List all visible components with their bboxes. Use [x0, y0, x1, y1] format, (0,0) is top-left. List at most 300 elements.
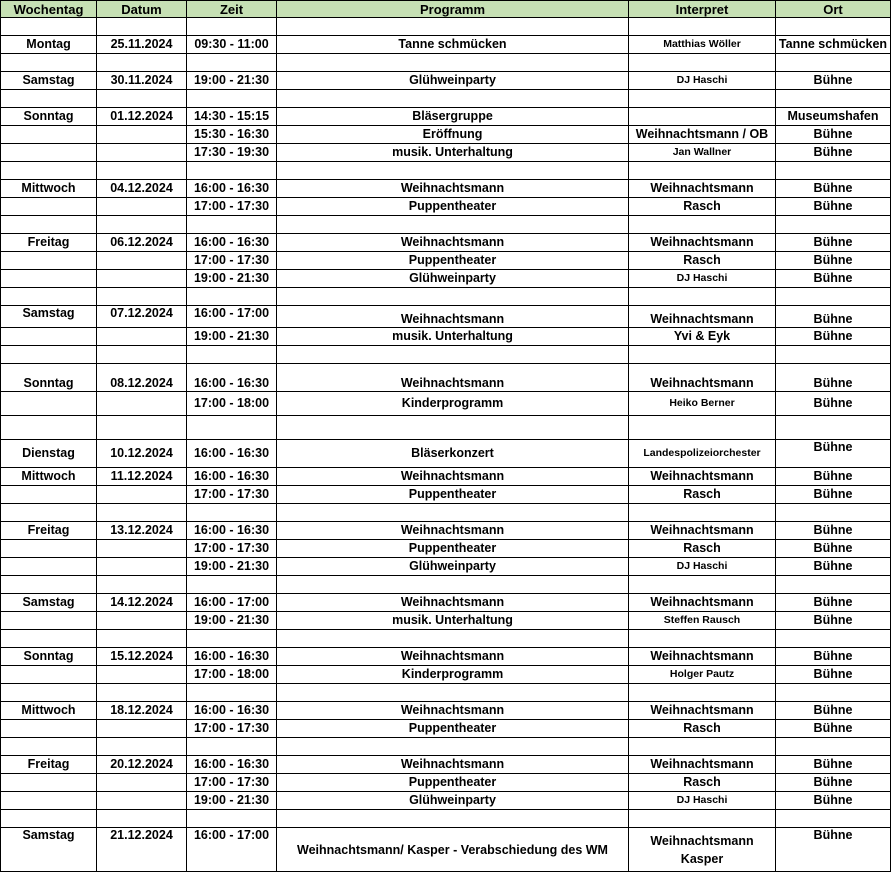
- ort-cell: Bühne: [776, 648, 891, 666]
- wochentag-cell: [1, 504, 97, 522]
- wochentag-cell: [1, 558, 97, 576]
- interpret-cell: [629, 216, 776, 234]
- zeit-cell: 17:30 - 19:30: [187, 144, 277, 162]
- table-row: [1, 468, 891, 486]
- interpret-cell: [629, 504, 776, 522]
- programm-cell: [277, 18, 629, 36]
- interpret-cell: Weihnachtsmann / OB: [629, 126, 776, 144]
- interpret-cell: Yvi & Eyk: [629, 328, 776, 346]
- ort-cell: Bühne: [776, 392, 891, 416]
- interpret-cell: Weihnachtsmann Kasper: [629, 828, 776, 872]
- datum-cell: [97, 792, 187, 810]
- ort-cell: Bühne: [776, 594, 891, 612]
- zeit-cell: 19:00 - 21:30: [187, 792, 277, 810]
- datum-cell: 20.12.2024: [97, 756, 187, 774]
- ort-cell: Bühne: [776, 486, 891, 504]
- programm-cell: Kinderprogramm: [277, 666, 629, 684]
- interpret-cell: DJ Haschi: [629, 270, 776, 288]
- wochentag-cell: [1, 126, 97, 144]
- table-row: [1, 630, 891, 648]
- interpret-cell: DJ Haschi: [629, 558, 776, 576]
- table-row: [1, 234, 891, 252]
- interpret-cell: [629, 738, 776, 756]
- table-row: [1, 108, 891, 126]
- datum-cell: 11.12.2024: [97, 468, 187, 486]
- programm-cell: musik. Unterhaltung: [277, 144, 629, 162]
- programm-cell: Puppentheater: [277, 540, 629, 558]
- ort-cell: Museumshafen: [776, 108, 891, 126]
- zeit-cell: 17:00 - 17:30: [187, 198, 277, 216]
- datum-cell: [97, 328, 187, 346]
- datum-cell: [97, 392, 187, 416]
- zeit-cell: 16:00 - 17:00: [187, 594, 277, 612]
- wochentag-cell: Samstag: [1, 306, 97, 328]
- ort-cell: Bühne: [776, 72, 891, 90]
- interpret-cell: [629, 162, 776, 180]
- zeit-cell: 16:00 - 16:30: [187, 468, 277, 486]
- programm-cell: Puppentheater: [277, 486, 629, 504]
- ort-cell: Bühne: [776, 702, 891, 720]
- table-row: [1, 828, 891, 872]
- wochentag-cell: [1, 540, 97, 558]
- datum-cell: 10.12.2024: [97, 440, 187, 468]
- ort-cell: Bühne: [776, 522, 891, 540]
- interpret-cell: Weihnachtsmann: [629, 756, 776, 774]
- interpret-cell: [629, 90, 776, 108]
- datum-cell: [97, 346, 187, 364]
- table-row: [1, 504, 891, 522]
- table-row: [1, 288, 891, 306]
- wochentag-cell: [1, 630, 97, 648]
- interpret-cell: Rasch: [629, 252, 776, 270]
- table-row: [1, 612, 891, 630]
- table-row: [1, 90, 891, 108]
- interpret-cell: Landespolizeiorchester: [629, 440, 776, 468]
- table-row: [1, 440, 891, 468]
- ort-cell: Bühne: [776, 234, 891, 252]
- datum-cell: [97, 252, 187, 270]
- datum-cell: [97, 630, 187, 648]
- zeit-cell: [187, 346, 277, 364]
- zeit-cell: 17:00 - 17:30: [187, 540, 277, 558]
- table-row: [1, 756, 891, 774]
- wochentag-cell: [1, 346, 97, 364]
- ort-cell: [776, 216, 891, 234]
- interpret-cell: Rasch: [629, 486, 776, 504]
- datum-cell: 01.12.2024: [97, 108, 187, 126]
- table-row: [1, 738, 891, 756]
- programm-cell: [277, 576, 629, 594]
- wochentag-cell: [1, 810, 97, 828]
- interpret-cell: [629, 630, 776, 648]
- programm-cell: Weihnachtsmann: [277, 756, 629, 774]
- zeit-cell: 17:00 - 17:30: [187, 486, 277, 504]
- programm-cell: Puppentheater: [277, 720, 629, 738]
- datum-cell: [97, 18, 187, 36]
- interpret-cell: Holger Pautz: [629, 666, 776, 684]
- zeit-cell: [187, 54, 277, 72]
- ort-cell: Bühne: [776, 720, 891, 738]
- table-row: [1, 522, 891, 540]
- datum-cell: [97, 288, 187, 306]
- datum-cell: [97, 558, 187, 576]
- ort-cell: Bühne: [776, 144, 891, 162]
- zeit-cell: 16:00 - 16:30: [187, 648, 277, 666]
- datum-cell: [97, 270, 187, 288]
- interpret-cell: Rasch: [629, 774, 776, 792]
- programm-cell: Weihnachtsmann: [277, 468, 629, 486]
- datum-cell: [97, 54, 187, 72]
- wochentag-cell: [1, 576, 97, 594]
- table-row: [1, 54, 891, 72]
- table-row: [1, 558, 891, 576]
- datum-cell: [97, 774, 187, 792]
- interpret-cell: Weihnachtsmann: [629, 180, 776, 198]
- programm-cell: Weihnachtsmann: [277, 364, 629, 392]
- programm-cell: Puppentheater: [277, 774, 629, 792]
- wochentag-cell: [1, 54, 97, 72]
- table-row: [1, 810, 891, 828]
- interpret-cell: DJ Haschi: [629, 72, 776, 90]
- ort-cell: [776, 18, 891, 36]
- interpret-cell: Rasch: [629, 540, 776, 558]
- zeit-cell: 16:00 - 17:00: [187, 306, 277, 328]
- programm-cell: Tanne schmücken: [277, 36, 629, 54]
- zeit-cell: 16:00 - 17:00: [187, 828, 277, 872]
- ort-cell: [776, 630, 891, 648]
- ort-cell: Bühne: [776, 774, 891, 792]
- interpret-cell: Weihnachtsmann: [629, 522, 776, 540]
- zeit-cell: 16:00 - 16:30: [187, 522, 277, 540]
- programm-cell: Weihnachtsmann: [277, 522, 629, 540]
- datum-cell: [97, 720, 187, 738]
- wochentag-cell: Samstag: [1, 828, 97, 872]
- ort-cell: [776, 738, 891, 756]
- datum-cell: [97, 612, 187, 630]
- ort-cell: Bühne: [776, 328, 891, 346]
- interpret-cell: [629, 346, 776, 364]
- zeit-cell: 17:00 - 18:00: [187, 666, 277, 684]
- table-row: [1, 180, 891, 198]
- programm-cell: Weihnachtsmann: [277, 180, 629, 198]
- ort-cell: [776, 90, 891, 108]
- ort-cell: Bühne: [776, 126, 891, 144]
- wochentag-cell: Mittwoch: [1, 468, 97, 486]
- zeit-cell: [187, 738, 277, 756]
- ort-cell: [776, 810, 891, 828]
- interpret-cell: Matthias Wöller: [629, 36, 776, 54]
- interpret-cell: Heiko Berner: [629, 392, 776, 416]
- wochentag-cell: Freitag: [1, 756, 97, 774]
- wochentag-cell: Dienstag: [1, 440, 97, 468]
- datum-cell: 07.12.2024: [97, 306, 187, 328]
- header-row: [1, 1, 891, 18]
- table-row: [1, 328, 891, 346]
- zeit-cell: 14:30 - 15:15: [187, 108, 277, 126]
- zeit-cell: [187, 630, 277, 648]
- datum-cell: 04.12.2024: [97, 180, 187, 198]
- table-row: [1, 540, 891, 558]
- programm-cell: Weihnachtsmann: [277, 594, 629, 612]
- datum-cell: [97, 90, 187, 108]
- interpret-cell: [629, 18, 776, 36]
- wochentag-cell: [1, 18, 97, 36]
- zeit-cell: [187, 504, 277, 522]
- zeit-cell: 19:00 - 21:30: [187, 558, 277, 576]
- ort-cell: Tanne schmücken: [776, 36, 891, 54]
- table-row: [1, 416, 891, 440]
- table-row: [1, 720, 891, 738]
- wochentag-cell: [1, 162, 97, 180]
- datum-cell: [97, 576, 187, 594]
- header-interpret: Interpret: [629, 1, 776, 18]
- programm-cell: Weihnachtsmann: [277, 702, 629, 720]
- programm-cell: Glühweinparty: [277, 72, 629, 90]
- programm-cell: [277, 346, 629, 364]
- table-row: [1, 702, 891, 720]
- ort-cell: [776, 162, 891, 180]
- table-row: [1, 18, 891, 36]
- datum-cell: [97, 486, 187, 504]
- wochentag-cell: [1, 252, 97, 270]
- interpret-cell: Weihnachtsmann: [629, 648, 776, 666]
- datum-cell: 15.12.2024: [97, 648, 187, 666]
- datum-cell: 18.12.2024: [97, 702, 187, 720]
- datum-cell: [97, 684, 187, 702]
- programm-cell: Glühweinparty: [277, 270, 629, 288]
- datum-cell: 21.12.2024: [97, 828, 187, 872]
- interpret-cell: Weihnachtsmann: [629, 234, 776, 252]
- interpret-cell: Steffen Rausch: [629, 612, 776, 630]
- interpret-cell: [629, 810, 776, 828]
- interpret-cell: Rasch: [629, 720, 776, 738]
- datum-cell: 06.12.2024: [97, 234, 187, 252]
- table-row: [1, 306, 891, 328]
- ort-cell: Bühne: [776, 666, 891, 684]
- ort-cell: Bühne: [776, 756, 891, 774]
- zeit-cell: 16:00 - 16:30: [187, 180, 277, 198]
- ort-cell: [776, 346, 891, 364]
- table-row: [1, 594, 891, 612]
- ort-cell: Bühne: [776, 468, 891, 486]
- zeit-cell: 17:00 - 17:30: [187, 252, 277, 270]
- wochentag-cell: [1, 666, 97, 684]
- table-row: [1, 486, 891, 504]
- programm-cell: Puppentheater: [277, 198, 629, 216]
- interpret-cell: Weihnachtsmann: [629, 468, 776, 486]
- table-row: [1, 270, 891, 288]
- datum-cell: [97, 504, 187, 522]
- interpret-cell: Weihnachtsmann: [629, 364, 776, 392]
- wochentag-cell: Sonntag: [1, 108, 97, 126]
- zeit-cell: [187, 288, 277, 306]
- wochentag-cell: [1, 774, 97, 792]
- ort-cell: Bühne: [776, 792, 891, 810]
- wochentag-cell: [1, 288, 97, 306]
- programm-cell: [277, 504, 629, 522]
- datum-cell: [97, 540, 187, 558]
- wochentag-cell: [1, 216, 97, 234]
- table-row: [1, 162, 891, 180]
- programm-cell: Weihnachtsmann: [277, 648, 629, 666]
- zeit-cell: [187, 810, 277, 828]
- programm-cell: Weihnachtsmann/ Kasper - Verabschiedung des WM: [277, 828, 629, 872]
- programm-cell: musik. Unterhaltung: [277, 328, 629, 346]
- zeit-cell: 17:00 - 17:30: [187, 720, 277, 738]
- wochentag-cell: [1, 198, 97, 216]
- schedule-body: [1, 18, 891, 872]
- header-datum: Datum: [97, 1, 187, 18]
- table-row: [1, 792, 891, 810]
- datum-cell: [97, 144, 187, 162]
- ort-cell: Bühne: [776, 270, 891, 288]
- zeit-cell: 19:00 - 21:30: [187, 612, 277, 630]
- interpret-cell: Weihnachtsmann: [629, 306, 776, 328]
- zeit-cell: [187, 18, 277, 36]
- programm-cell: Bläsergruppe: [277, 108, 629, 126]
- wochentag-cell: [1, 720, 97, 738]
- zeit-cell: 15:30 - 16:30: [187, 126, 277, 144]
- zeit-cell: [187, 216, 277, 234]
- table-row: [1, 684, 891, 702]
- ort-cell: [776, 416, 891, 440]
- datum-cell: 08.12.2024: [97, 364, 187, 392]
- wochentag-cell: [1, 738, 97, 756]
- wochentag-cell: [1, 328, 97, 346]
- table-row: [1, 666, 891, 684]
- table-row: [1, 126, 891, 144]
- interpret-cell: [629, 416, 776, 440]
- programm-cell: Weihnachtsmann: [277, 306, 629, 328]
- wochentag-cell: [1, 684, 97, 702]
- table-row: [1, 198, 891, 216]
- ort-cell: Bühne: [776, 306, 891, 328]
- datum-cell: 25.11.2024: [97, 36, 187, 54]
- programm-cell: [277, 738, 629, 756]
- table-row: [1, 72, 891, 90]
- table-row: [1, 392, 891, 416]
- zeit-cell: 19:00 - 21:30: [187, 270, 277, 288]
- programm-cell: Weihnachtsmann: [277, 234, 629, 252]
- zeit-cell: 16:00 - 16:30: [187, 234, 277, 252]
- header-wochentag: Wochentag: [1, 1, 97, 18]
- interpret-cell: [629, 684, 776, 702]
- wochentag-cell: [1, 144, 97, 162]
- zeit-cell: 16:00 - 16:30: [187, 440, 277, 468]
- datum-cell: 14.12.2024: [97, 594, 187, 612]
- programm-cell: [277, 162, 629, 180]
- wochentag-cell: Sonntag: [1, 364, 97, 392]
- zeit-cell: [187, 684, 277, 702]
- zeit-cell: [187, 90, 277, 108]
- ort-cell: [776, 288, 891, 306]
- programm-cell: Puppentheater: [277, 252, 629, 270]
- interpret-cell: [629, 54, 776, 72]
- zeit-cell: 09:30 - 11:00: [187, 36, 277, 54]
- programm-cell: [277, 684, 629, 702]
- ort-cell: [776, 54, 891, 72]
- wochentag-cell: [1, 392, 97, 416]
- zeit-cell: 16:00 - 16:30: [187, 364, 277, 392]
- table-row: [1, 144, 891, 162]
- header-zeit: Zeit: [187, 1, 277, 18]
- table-row: [1, 346, 891, 364]
- ort-cell: Bühne: [776, 828, 891, 872]
- wochentag-cell: [1, 612, 97, 630]
- header-ort: Ort: [776, 1, 891, 18]
- ort-cell: Bühne: [776, 252, 891, 270]
- wochentag-cell: Samstag: [1, 594, 97, 612]
- wochentag-cell: [1, 270, 97, 288]
- wochentag-cell: Samstag: [1, 72, 97, 90]
- header-programm: Programm: [277, 1, 629, 18]
- datum-cell: 30.11.2024: [97, 72, 187, 90]
- wochentag-cell: Freitag: [1, 522, 97, 540]
- datum-cell: [97, 162, 187, 180]
- ort-cell: [776, 504, 891, 522]
- wochentag-cell: Sonntag: [1, 648, 97, 666]
- table-row: [1, 252, 891, 270]
- interpret-cell: Jan Wallner: [629, 144, 776, 162]
- interpret-cell: [629, 108, 776, 126]
- datum-cell: [97, 416, 187, 440]
- ort-cell: Bühne: [776, 364, 891, 392]
- wochentag-cell: [1, 486, 97, 504]
- ort-cell: Bühne: [776, 198, 891, 216]
- table-row: [1, 36, 891, 54]
- table-row: [1, 364, 891, 392]
- programm-cell: [277, 216, 629, 234]
- zeit-cell: 17:00 - 18:00: [187, 392, 277, 416]
- wochentag-cell: Freitag: [1, 234, 97, 252]
- table-row: [1, 576, 891, 594]
- programm-cell: [277, 90, 629, 108]
- interpret-cell: [629, 288, 776, 306]
- ort-cell: Bühne: [776, 612, 891, 630]
- zeit-cell: 16:00 - 16:30: [187, 756, 277, 774]
- programm-cell: [277, 810, 629, 828]
- interpret-cell: [629, 576, 776, 594]
- programm-cell: Glühweinparty: [277, 792, 629, 810]
- programm-cell: [277, 416, 629, 440]
- zeit-cell: [187, 416, 277, 440]
- ort-cell: Bühne: [776, 440, 891, 468]
- wochentag-cell: Montag: [1, 36, 97, 54]
- programm-cell: Eröffnung: [277, 126, 629, 144]
- programm-cell: Bläserkonzert: [277, 440, 629, 468]
- programm-cell: [277, 630, 629, 648]
- programm-cell: Kinderprogramm: [277, 392, 629, 416]
- programm-cell: musik. Unterhaltung: [277, 612, 629, 630]
- wochentag-cell: Mittwoch: [1, 180, 97, 198]
- interpret-cell: Weihnachtsmann: [629, 594, 776, 612]
- interpret-cell: Rasch: [629, 198, 776, 216]
- programm-cell: [277, 288, 629, 306]
- zeit-cell: [187, 162, 277, 180]
- wochentag-cell: [1, 90, 97, 108]
- zeit-cell: 17:00 - 17:30: [187, 774, 277, 792]
- datum-cell: [97, 126, 187, 144]
- ort-cell: Bühne: [776, 558, 891, 576]
- datum-cell: 13.12.2024: [97, 522, 187, 540]
- datum-cell: [97, 666, 187, 684]
- zeit-cell: [187, 576, 277, 594]
- interpret-cell: Weihnachtsmann: [629, 702, 776, 720]
- ort-cell: Bühne: [776, 180, 891, 198]
- wochentag-cell: Mittwoch: [1, 702, 97, 720]
- ort-cell: [776, 576, 891, 594]
- ort-cell: [776, 684, 891, 702]
